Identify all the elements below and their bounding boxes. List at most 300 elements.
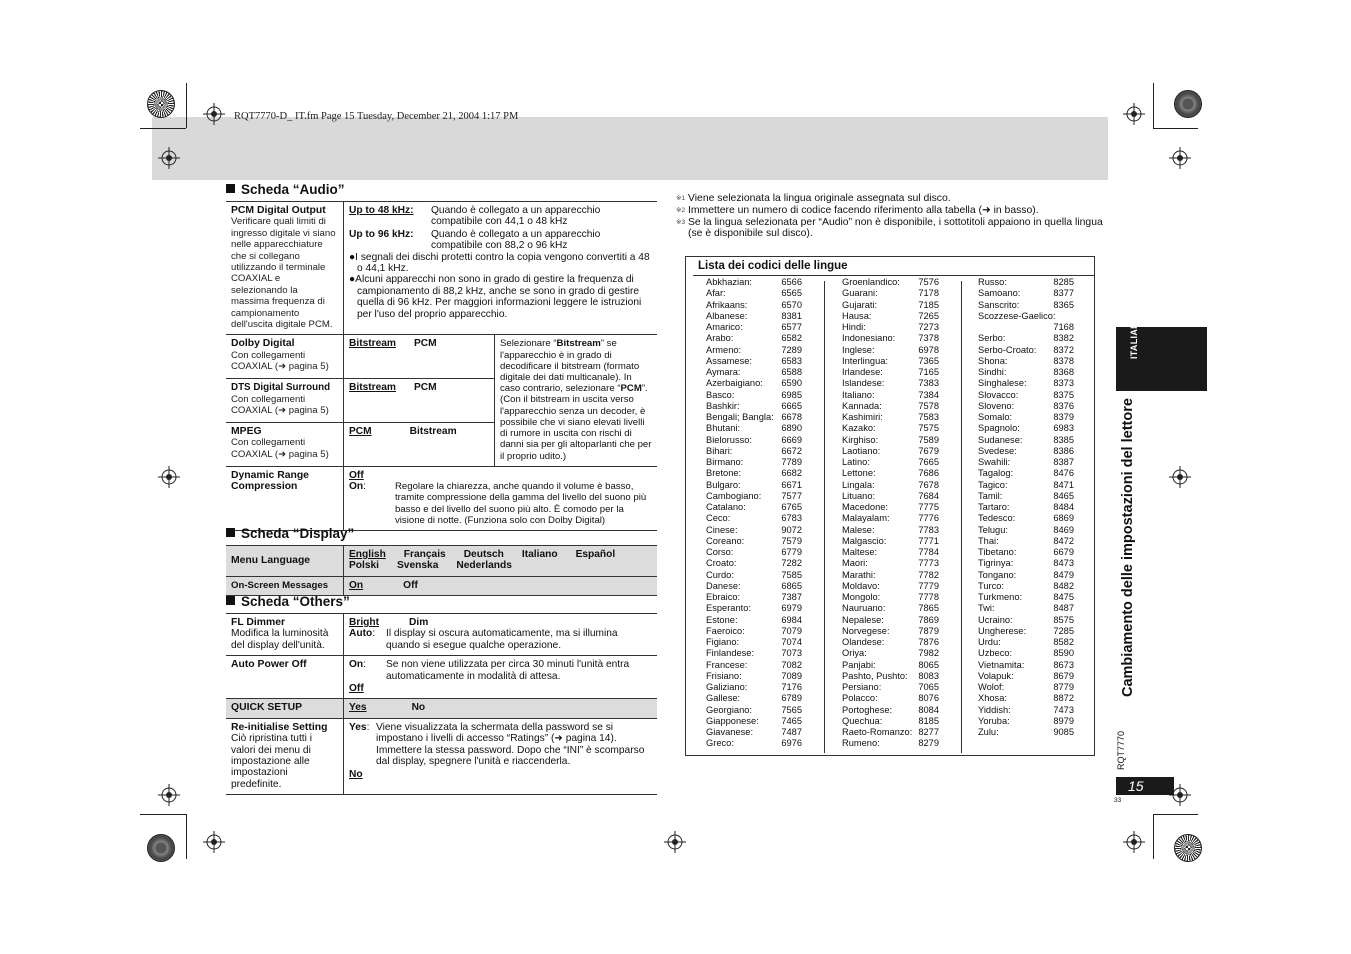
language-code: 8475: [1053, 592, 1074, 602]
others-settings-table: [226, 613, 657, 795]
language-name: Hindi:: [842, 322, 866, 332]
language-code: 8872: [1053, 693, 1074, 704]
language-code-entry: [842, 345, 939, 356]
osm-title: On-Screen Messages: [231, 579, 329, 591]
language-code: 7876: [918, 637, 939, 647]
language-code-entry: [706, 716, 802, 727]
color-target-icon: [147, 90, 175, 118]
language-code-entry: [706, 390, 802, 401]
bright-option[interactable]: Bright: [349, 617, 379, 628]
language-name: Marathi:: [842, 569, 876, 580]
language-option[interactable]: Italiano: [521, 549, 558, 560]
language-code: 6869: [1053, 513, 1074, 524]
language-code: 6765: [781, 502, 802, 512]
quick-setup-yes-option[interactable]: Yes: [349, 702, 367, 714]
language-name: Slovacco:: [978, 389, 1019, 400]
language-name: Maori:: [842, 558, 868, 569]
language-code-entry: [978, 401, 1074, 412]
language-code: 7684: [918, 490, 939, 501]
language-name: Malayalam:: [842, 513, 890, 524]
language-code: 7074: [781, 637, 802, 647]
language-code: 7065: [918, 682, 939, 692]
language-code-entry: [978, 300, 1074, 311]
language-name: Bengali; Bangla:: [706, 412, 774, 422]
language-name: Corso:: [706, 547, 734, 557]
table-row: Dolby Digital Con collegamenti COAXIAL (➜ pagina 5) Bitstream PCM Selezionare “Bitstream” se l'apparecchio è in grado di decodificare il bitstream (formato digitale dei dati multicanale). In caso contrario, selezionare “PCM”. (Con il bitstream in uscita verso l'apparecchio senza un decoder, è possibile che vi siano elevati livelli di rumore in uscita con rischi di danni sia per gli altoparlanti che per il proprio udito.): [226, 335, 657, 379]
language-option[interactable]: Svenska: [397, 560, 439, 572]
language-code: 7686: [918, 468, 939, 479]
up96-option[interactable]: Up to 96 kHz:: [349, 228, 414, 240]
language-name: Kirghiso:: [842, 434, 879, 445]
language-code-entry: [706, 513, 802, 524]
language-code: 8779: [1053, 682, 1074, 692]
language-name: Rumeno:: [842, 738, 880, 749]
language-name: Giavanese:: [706, 727, 754, 737]
language-code: 7384: [918, 389, 939, 400]
language-code-entry: [706, 648, 802, 659]
language-code: 8084: [918, 704, 939, 715]
language-code-entry: [842, 671, 939, 682]
language-code-entry: [978, 468, 1074, 479]
language-name: Bretone:: [706, 468, 742, 479]
language-code-entry: [978, 671, 1074, 682]
chapter-title: Cambiamento delle impostazioni del lettore: [1120, 398, 1136, 697]
registration-mark-icon: [1169, 466, 1191, 488]
language-code: 6665: [781, 400, 802, 411]
auto-power-off-title: Auto Power Off: [231, 659, 307, 671]
language-code: 6983: [1053, 423, 1074, 434]
language-code-entry: [842, 356, 939, 367]
language-name: Twi:: [978, 603, 995, 614]
language-name: Giapponese:: [706, 715, 759, 726]
language-code: 6566: [781, 277, 802, 287]
menu-language-title: Menu Language: [231, 554, 311, 566]
language-code-entry: [842, 705, 939, 716]
language-code: 7168: [1053, 322, 1074, 332]
language-name: Hausa:: [842, 310, 872, 321]
table-row: Re-initialise Setting Ciò ripristina tutti i valori dei menu di impostazione alle impostazioni predefinite. Yes: Viene visualizzata la schermata della password se si impostano i livelli di accesso “Ratings” (➜ pagina 14). Immettere la stessa password. Dopo che “INI” è scomparso dal display, spegnere l'unità e riaccenderla. No: [226, 718, 657, 794]
footnote: ※2 Immettere un numero di codice facendo riferimento alla tabella (➜ in basso).: [676, 204, 1039, 216]
language-code: 7487: [781, 727, 802, 737]
language-name: Afar:: [706, 288, 726, 299]
drc-title: Dynamic Range Compression: [231, 469, 309, 493]
language-name: Francese:: [706, 659, 748, 670]
registration-mark-icon: [1123, 831, 1145, 853]
auto-option[interactable]: Auto:: [349, 628, 376, 640]
reinit-yes-option[interactable]: Yes:: [349, 721, 370, 733]
drc-on-option[interactable]: On:: [349, 481, 366, 493]
language-name: Gujarati:: [842, 299, 878, 310]
file-info-header: RQT7770-D_ IT.fm Page 15 Tuesday, December 21, 2004 1:17 PM: [234, 111, 519, 122]
language-code-entry: [842, 468, 939, 479]
language-code: 7082: [781, 659, 802, 670]
language-name: Armeno:: [706, 344, 742, 355]
language-name: Cinese:: [706, 524, 738, 535]
language-code: 8377: [1053, 288, 1074, 299]
language-code-entry: [842, 401, 939, 412]
language-option[interactable]: Deutsch: [463, 549, 504, 560]
registration-mark-icon: [203, 103, 225, 125]
language-code-entry: [706, 615, 802, 626]
language-name: Telugu:: [978, 524, 1008, 535]
language-code-entry: [706, 367, 802, 378]
language-code: 6671: [781, 479, 802, 490]
language-code-entry: [842, 367, 939, 378]
quick-setup-no-option[interactable]: No: [411, 702, 426, 714]
osm-off-option[interactable]: Off: [403, 579, 418, 591]
pcm-digital-output-title: PCM Digital Output: [231, 205, 326, 216]
language-name: Inglese:: [842, 344, 875, 355]
language-code-entry: [978, 322, 1074, 333]
language-code: 8487: [1053, 603, 1074, 614]
footnote: ※1 Viene selezionata la lingua originale assegnata sul disco.: [676, 193, 951, 204]
mpeg-title: MPEG: [231, 425, 262, 437]
language-code-entry: [842, 457, 939, 468]
language-code-entry: [842, 300, 939, 311]
language-code: 8476: [1053, 468, 1074, 479]
language-code: 7782: [918, 569, 939, 580]
language-code: 8375: [1053, 389, 1074, 400]
language-name: Bulgaro:: [706, 479, 741, 490]
language-name: Panjabi:: [842, 659, 876, 670]
language-code: 6678: [781, 412, 802, 422]
language-name: Estone:: [706, 614, 738, 625]
bitstream-option[interactable]: Bitstream: [409, 425, 457, 437]
language-name: Volapuk:: [978, 670, 1014, 681]
language-option[interactable]: Español: [575, 549, 616, 560]
language-name: Scozzese-Gaelico:: [978, 310, 1056, 321]
language-name: Persiano:: [842, 682, 882, 692]
dim-option[interactable]: Dim: [409, 617, 429, 628]
language-name: Sindhi:: [978, 367, 1007, 377]
language-code-entry: [842, 592, 939, 603]
language-name: Birmano:: [706, 457, 744, 467]
audio-settings-table: [226, 201, 657, 531]
language-code-entry: [842, 333, 939, 344]
language-name: Lettone:: [842, 468, 876, 479]
language-name: Cambogiano:: [706, 490, 762, 501]
language-code-entry: [842, 615, 939, 626]
registration-mark-icon: [158, 784, 180, 806]
language-name: Irlandese:: [842, 367, 883, 377]
language-code-entry: [706, 603, 802, 614]
language-code: 8472: [1053, 535, 1074, 546]
language-code-entry: [706, 536, 802, 547]
language-code-entry: [978, 423, 1074, 434]
up48-option[interactable]: Up to 48 kHz:: [349, 205, 414, 216]
language-name: Turkmeno:: [978, 592, 1023, 602]
language-code-entry: [842, 682, 939, 693]
language-name: Sanscrito:: [978, 299, 1020, 310]
language-code: 7265: [918, 310, 939, 321]
language-code-entry: [978, 525, 1074, 536]
language-name: Catalano:: [706, 502, 746, 512]
language-code: 6978: [918, 344, 939, 355]
language-code-entry: [842, 277, 939, 288]
language-name: Frisiano:: [706, 670, 742, 681]
language-code-entry: [978, 592, 1074, 603]
language-code-entry: [978, 615, 1074, 626]
language-code-entry: [842, 626, 939, 637]
language-code: 7789: [781, 457, 802, 467]
registration-mark-icon: [203, 831, 225, 853]
table-row: PCM Digital Output Verificare quali limiti di ingresso digitale vi siano nelle apparecchiature che si collegano utilizzando il terminale COAXIAL e selezionando la massima frequenza di campionamento dell'uscita digitale PCM. Up to 48 kHz: Quando è collegato a un apparecchio compatibile con 44,1 o 48 kHz Up to 96 kHz: Quando è collegato a un apparecchio compatibile con 88,2 o 96 kHz ●I segnali dei dischi protetti contro la copia vengono convertiti a 48 o 44,1 kHz. ●Alcuni apparecchi non sono in grado di gestire la frequenza di campionamento di 88,2 kHz, anche se sono in grado di gestire quella di 96 kHz. Per maggiori informazioni leggere le istruzioni per l'uso del proprio apparecchio.: [226, 202, 657, 335]
language-name: Oriya:: [842, 648, 867, 659]
apo-off-option[interactable]: Off: [349, 683, 364, 695]
language-name: Yoruba:: [978, 715, 1010, 726]
table-row: MPEG Con collegamenti COAXIAL (➜ pagina 5) PCM Bitstream: [226, 422, 657, 466]
language-code-entry: [706, 423, 802, 434]
language-name: Serbo:: [978, 333, 1006, 344]
color-target-icon: [147, 834, 175, 862]
language-code-entry: [842, 491, 939, 502]
language-code-entry: [706, 592, 802, 603]
language-code: 7387: [781, 592, 802, 602]
language-code: 7176: [781, 682, 802, 692]
language-code: 7784: [918, 547, 939, 557]
language-name: Bashkir:: [706, 400, 740, 411]
language-code: 7783: [918, 524, 939, 535]
language-name: Sloveno:: [978, 400, 1015, 411]
language-code: 6984: [781, 614, 802, 625]
language-code-entry: [706, 333, 802, 344]
language-name: Russo:: [978, 277, 1007, 287]
language-code-entry: [978, 716, 1074, 727]
language-name: Figiano:: [706, 637, 740, 647]
language-option[interactable]: Polski: [349, 560, 380, 572]
language-name: Samoano:: [978, 288, 1021, 299]
language-code: 7365: [918, 355, 939, 366]
language-code-entry: [706, 491, 802, 502]
language-code: 6865: [781, 580, 802, 591]
language-code-entry: [978, 705, 1074, 716]
language-code-entry: [978, 435, 1074, 446]
language-code-entry: [842, 390, 939, 401]
language-code-entry: [706, 705, 802, 716]
language-code: 8673: [1053, 659, 1074, 670]
language-name: Interlingua:: [842, 355, 888, 366]
bitstream-option[interactable]: Bitstream: [349, 338, 396, 350]
fl-dimmer-title: FL Dimmer: [231, 617, 286, 628]
language-code-entry: [706, 401, 802, 412]
language-name: Nauruano:: [842, 603, 886, 614]
language-name: Guarani:: [842, 288, 878, 299]
bitstream-option[interactable]: Bitstream: [349, 382, 396, 394]
language-name: Bielorusso:: [706, 434, 752, 445]
apo-on-option[interactable]: On:: [349, 659, 366, 671]
language-code: 8376: [1053, 400, 1074, 411]
language-name: Georgiano:: [706, 704, 752, 715]
language-code-entry: [978, 378, 1074, 389]
language-code: 8372: [1053, 344, 1074, 355]
language-code-entry: [706, 502, 802, 513]
dts-title: DTS Digital Surround: [231, 382, 331, 394]
language-name: Malgascio:: [842, 535, 887, 546]
language-code-entry: [842, 288, 939, 299]
language-code-entry: [978, 457, 1074, 468]
language-code: 7185: [918, 299, 939, 310]
language-code-entry: [978, 558, 1074, 569]
drc-off-option[interactable]: Off: [349, 469, 364, 481]
language-code: 8379: [1053, 412, 1074, 422]
language-name: Maltese:: [842, 547, 878, 557]
language-code: 6583: [781, 355, 802, 366]
language-code: 7285: [1053, 625, 1074, 636]
dolby-digital-title: Dolby Digital: [231, 338, 295, 350]
pcm-note-1: ●I segnali dei dischi protetti contro la copia vengono convertiti a 48 o 44,1 kHz.: [349, 251, 650, 275]
language-code: 7679: [918, 445, 939, 456]
language-code: 8386: [1053, 445, 1074, 456]
language-code: 7577: [781, 490, 802, 501]
language-code: 8381: [781, 310, 802, 321]
language-code-entry: [842, 513, 939, 524]
language-code: 8479: [1053, 569, 1074, 580]
language-code: 6590: [781, 378, 802, 389]
language-option[interactable]: English: [349, 549, 386, 560]
language-code-entry: [978, 547, 1074, 558]
language-code: 8484: [1053, 502, 1074, 512]
language-code-entry: [706, 277, 802, 288]
language-code-entry: [706, 345, 802, 356]
language-code-entry: [978, 277, 1074, 288]
language-code: 7165: [918, 367, 939, 377]
table-row: DTS Digital Surround Con collegamenti COAXIAL (➜ pagina 5) Bitstream PCM: [226, 379, 657, 423]
language-code-entry: [842, 693, 939, 704]
language-option[interactable]: Français: [403, 549, 446, 560]
language-code: 7289: [781, 344, 802, 355]
language-code-entry: [978, 502, 1074, 513]
language-code-entry: [706, 547, 802, 558]
language-code: 6779: [781, 547, 802, 557]
language-code: 6588: [781, 367, 802, 377]
pcm-digital-output-desc: Verificare quali limiti di ingresso digitale vi siano nelle apparecchiature che si collegano utilizzando il terminale COAXIAL e selezionando la massima frequenza di campionamento dell'uscita digitale PCM.: [231, 216, 336, 331]
language-code: 8373: [1053, 378, 1074, 389]
pcm-note-2: ●Alcuni apparecchi non sono in grado di gestire la frequenza di campionamento di 88,2 kHz, anche se sono in grado di gestire quella di 96 kHz. Per maggiori informazioni leggere le istruzioni per l'uso del proprio apparecchio.: [349, 274, 642, 320]
language-name: Tigrinya:: [978, 558, 1014, 569]
language-name: Greco:: [706, 738, 734, 749]
language-code: 7778: [918, 592, 939, 602]
language-name: Tibetano:: [978, 547, 1017, 557]
language-code: 8473: [1053, 558, 1074, 569]
registration-mark-icon: [158, 147, 180, 169]
language-name: Curdo:: [706, 569, 734, 580]
table-row: Auto Power Off On: Se non viene utilizzata per circa 30 minuti l'unità entra automaticamente in modalità di attesa. Off: [226, 656, 657, 699]
language-code: 7665: [918, 457, 939, 467]
language-code: 7565: [781, 704, 802, 715]
language-code: 7771: [918, 535, 939, 546]
language-name: Turco:: [978, 580, 1005, 591]
color-target-icon: [1174, 834, 1202, 862]
language-code-entry: [978, 626, 1074, 637]
language-code: 7982: [918, 648, 939, 659]
language-code-entry: [978, 446, 1074, 457]
language-code-entry: [842, 648, 939, 659]
language-code: 9085: [1053, 727, 1074, 737]
language-code: 7073: [781, 648, 802, 659]
language-code: 8590: [1053, 648, 1074, 659]
language-code-entry: [842, 716, 939, 727]
language-code-entry: [706, 558, 802, 569]
language-code: 8279: [918, 738, 939, 749]
pcm-option[interactable]: PCM: [349, 425, 372, 437]
osm-on-option[interactable]: On: [349, 579, 364, 591]
language-code-entry: [842, 558, 939, 569]
language-code-entry: [706, 727, 802, 738]
language-code: 7378: [918, 333, 939, 344]
pcm-option[interactable]: PCM: [414, 338, 437, 350]
language-code-entry: [842, 637, 939, 648]
language-code-entry: [706, 570, 802, 581]
language-code: 6682: [781, 468, 802, 479]
registration-mark-icon: [158, 466, 180, 488]
footnote: ※3 Se la lingua selezionata per “Audio” non è disponibile, i sottotitoli appaiono in quella lingua (se è disponibile sul disco).: [676, 216, 1103, 240]
language-name: Indonesiano:: [842, 333, 896, 344]
language-name: Malese:: [842, 524, 875, 535]
language-code: 8277: [918, 727, 939, 737]
language-code: 7775: [918, 502, 939, 512]
language-name: Arabo:: [706, 333, 734, 344]
language-name: Zulu:: [978, 727, 999, 737]
language-code-entry: [978, 390, 1074, 401]
language-code: 6570: [781, 299, 802, 310]
language-code: 7465: [781, 715, 802, 726]
language-code: 7178: [918, 288, 939, 299]
language-name: Tagalog:: [978, 468, 1014, 479]
language-code-entry: [706, 682, 802, 693]
table-row: [226, 576, 657, 595]
language-codes-column-2: [842, 277, 939, 750]
language-name: Assamese:: [706, 355, 752, 366]
language-code-entry: [978, 345, 1074, 356]
language-code: 7575: [918, 423, 939, 434]
language-name: Ungherese:: [978, 625, 1027, 636]
language-name: Yiddish:: [978, 704, 1011, 715]
language-name: Pashto, Pushto:: [842, 670, 908, 681]
language-name: Galiziano:: [706, 682, 748, 692]
language-code-entry: [706, 525, 802, 536]
language-name: Swahili:: [978, 457, 1011, 467]
language-code-entry: [978, 693, 1074, 704]
language-code: 7583: [918, 412, 939, 422]
language-code-entry: [842, 727, 939, 738]
language-name: Kashimiri:: [842, 412, 883, 422]
table-row: [226, 699, 657, 718]
section-title-display: Scheda “Display”: [226, 526, 354, 541]
language-name: Serbo-Croato:: [978, 344, 1037, 355]
language-code-entry: [842, 547, 939, 558]
pcm-option[interactable]: PCM: [414, 382, 437, 394]
language-name: Latino:: [842, 457, 870, 467]
language-code-entry: [706, 468, 802, 479]
language-name: Tagico:: [978, 479, 1008, 490]
language-code: 6985: [781, 389, 802, 400]
language-codes-column-1: [706, 277, 802, 750]
language-code: 7585: [781, 569, 802, 580]
language-name: Groenlandico:: [842, 277, 900, 287]
language-code: 7779: [918, 580, 939, 591]
language-code-entry: [842, 536, 939, 547]
language-code: 8465: [1053, 490, 1074, 501]
language-code-entry: [978, 288, 1074, 299]
language-code: 6669: [781, 434, 802, 445]
language-code: 8382: [1053, 333, 1074, 344]
language-name: Somalo:: [978, 412, 1013, 422]
language-code: 6565: [781, 288, 802, 299]
language-option[interactable]: Nederlands: [456, 560, 512, 572]
sheet-number: 33: [1114, 797, 1122, 804]
reinit-no-option[interactable]: No: [349, 769, 363, 781]
language-name: Macedone:: [842, 502, 888, 512]
